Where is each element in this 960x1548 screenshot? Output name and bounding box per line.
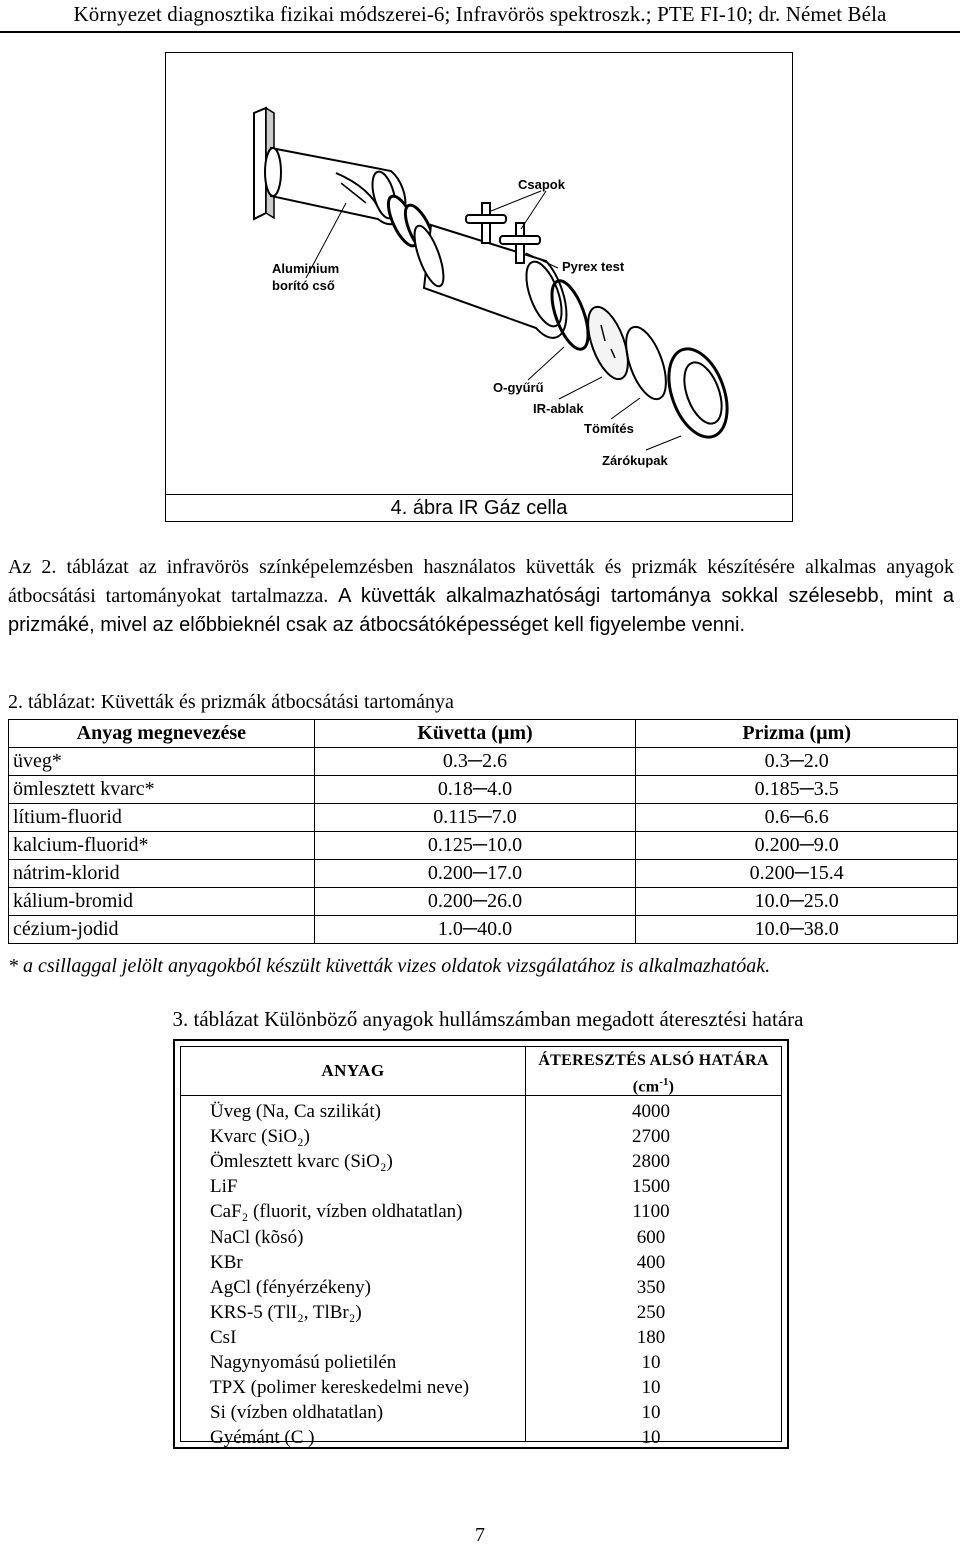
table2-header-material: Anyag megnevezése [9,720,315,748]
table-row [181,1199,781,1224]
table-row [181,1400,781,1425]
cell-cuvette: 0.125─10.0 [314,832,636,860]
cell-material: lítium-fluorid [9,804,315,832]
label-gasket: Tömítés [584,421,634,436]
cell-material: kálium-bromid [9,888,315,916]
table2-header-row [9,720,958,748]
cell-cuvette: 0.18─4.0 [314,776,636,804]
cell-limit-value: 2800 [632,1151,670,1173]
cell-prism: 10.0─38.0 [636,916,958,944]
cell-material: CaF₂ (fluorit, vízben oldhatatlan) [210,1201,463,1223]
cell-cuvette: 1.0─40.0 [314,916,636,944]
cell-material: cézium-jodid [9,916,315,944]
table2-header-prism: Prizma (µm) [636,720,958,748]
cell-cuvette: 0.115─7.0 [314,804,636,832]
table-row [9,776,958,804]
table-row [181,1124,781,1149]
table-row [9,832,958,860]
table-row [9,860,958,888]
cell-material: CsI [210,1326,237,1348]
cell-prism: 0.6─6.6 [636,804,958,832]
cell-material: Si (vízben oldhatatlan) [210,1402,384,1424]
cell-cuvette: 0.200─26.0 [314,888,636,916]
table-row [181,1325,781,1350]
table3-header-limit-line2 [526,1072,781,1098]
table-row [181,1149,781,1174]
label-o-ring: O-gyűrű [493,380,544,395]
table-row [181,1275,781,1300]
cell-material: NaCl (kõsó) [210,1226,304,1248]
table3-inner [180,1046,782,1449]
page-header: Környezet diagnosztika fizikai módszerei-6; Infravörös spektroszk.; PTE FI-10; dr. Német Béla [73,2,887,26]
cell-prism: 0.200─9.0 [636,832,958,860]
cell-limit-value: 1500 [632,1176,670,1198]
cell-cuvette: 0.3─2.6 [314,748,636,776]
cell-material: üveg* [9,748,315,776]
figure-caption: 4. ábra IR Gáz cella [390,497,568,519]
ir-gas-cell-drawing [166,53,791,493]
table2-title: 2. táblázat: Küvetták és prizmák átbocsátási tartománya [8,691,454,713]
table3-header-limit [526,1050,781,1098]
label-ir-window: IR-ablak [533,401,584,416]
cell-material: nátrim-klorid [9,860,315,888]
label-pyrex: Pyrex test [562,259,625,274]
cell-limit-value: 250 [636,1301,666,1323]
table-row [181,1250,781,1275]
cell-limit-value: 2700 [632,1126,670,1148]
cell-material: kalcium-fluorid* [9,832,315,860]
cell-limit-value: 10 [641,1377,661,1399]
table-row [181,1225,781,1250]
cell-prism: 0.200─15.4 [636,860,958,888]
cell-limit-value: 4000 [632,1101,670,1122]
cell-limit-value: 10 [641,1427,661,1449]
table3-title: 3. táblázat Különböző anyagok hullámszámban megadott áteresztési határa [172,1007,804,1031]
cell-material: Nagynyomású polietilén [210,1352,397,1373]
cell-limit-value: 400 [636,1251,666,1273]
table-row [9,888,958,916]
table2-header-cuvette: Küvetta (µm) [314,720,636,748]
cell-material: TPX (polimer kereskedelmi neve) [210,1377,470,1399]
table3 [173,1039,789,1449]
table-row [181,1099,781,1124]
header-rule [0,31,960,33]
paragraph-part1: Az 2. táblázat az infravörös színképelemzésben használatos küvetták és prizmák készítésére alkalmas anyagok átbocsátási tartományokat tartalmazza. [8,556,954,607]
cell-material: Üveg (Na, Ca szilikát) [210,1101,381,1122]
caption-rule [166,494,792,495]
page-number: 7 [475,1524,485,1546]
table-row [181,1375,781,1400]
label-end-cap: Zárókupak [602,453,668,468]
cell-limit-value: 10 [641,1352,661,1373]
cell-material: ömlesztett kvarc* [9,776,315,804]
cell-material: AgCl (fényérzékeny) [210,1276,371,1298]
cell-material: KRS-5 (TlI₂, TlBr₂) [210,1301,362,1323]
figure-ir-gas-cell [165,52,793,522]
cell-limit-value: 1100 [632,1201,670,1223]
unit-post: ) [668,1078,675,1096]
label-aluminium-line2: borító cső [272,278,335,293]
table-row [181,1350,781,1375]
cell-material: Gyémánt (C ) [210,1427,315,1449]
unit-exponent: -1 [659,1077,669,1088]
table3-header-limit-line1: ÁTERESZTÉS ALSÓ HATÁRA [538,1052,769,1069]
label-aluminium-line1: Aluminium [272,261,340,276]
cell-cuvette: 0.200─17.0 [314,860,636,888]
unit-pre: (cm [632,1078,660,1096]
cell-prism: 0.3─2.0 [636,748,958,776]
table2-footnote: * a csillaggal jelölt anyagokból készült küvetták vizes oldatok vizsgálatához is alkalmazhatóak. [8,955,771,977]
table3-header-material: ANYAG [321,1061,385,1080]
cell-prism: 0.185─3.5 [636,776,958,804]
cell-limit-value: 10 [641,1402,661,1424]
cell-limit-value: 600 [636,1226,666,1248]
cell-material: Ömlesztett kvarc (SiO₂) [210,1151,393,1173]
cell-limit-value: 350 [636,1276,666,1298]
table-row [9,916,958,944]
cell-limit-value: 180 [636,1326,666,1348]
table-row [181,1174,781,1199]
table-row [181,1300,781,1325]
cell-prism: 10.0─25.0 [636,888,958,916]
body-paragraph [8,553,954,640]
table-row [181,1425,781,1450]
cell-material: Kvarc (SiO₂) [210,1126,311,1148]
cell-material: LiF [210,1176,238,1198]
table-row [9,748,958,776]
cell-material: KBr [210,1251,243,1273]
paragraph-part2: A küvetták alkalmazhatósági tartománya sokkal szélesebb, mint a prizmáké, mivel az előbbieknél csak az átbocsátóképességet kell figyelembe venni. [8,585,954,636]
table-row [9,804,958,832]
label-csapok: Csapok [518,177,565,192]
table2 [8,719,958,944]
